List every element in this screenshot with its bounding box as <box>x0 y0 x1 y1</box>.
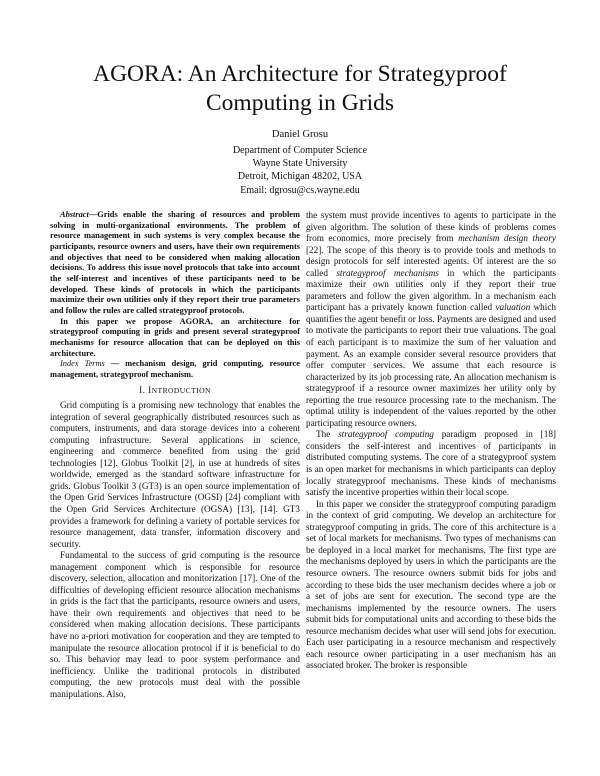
intro-paragraph-1: Grid computing is a promising new technology that enables the integration of several geographically distributed resources such as computers, instruments, and data storage devices into a coherent computing infrastructure. Several applications in science, engineering and commerce benefited from using the grid technologies [12]. Globus Toolkit [2], in use at hundreds of sites worldwide, emerged as the standard software infrastructure for grids. Globus Toolkit 3 (GT3) is an open source implementation of the Open Grid Services Infrastructure (OGSI) [24] compliant with the Open Grid Services Architecture (OGSA) [13], [14]. GT3 provides a framework for defining a variety of portable services for resource management, data transfer, information discovery and security. <box>50 400 300 549</box>
index-terms-text: — mechanism design, grid computing, resource management, strategyproof mechanism. <box>50 359 300 379</box>
right-paragraph-1 <box>306 210 556 429</box>
author-university: Wayne State University <box>252 158 348 170</box>
abstract-text-1: —Grids enable the sharing of resources and problem solving in multi-organizational environments. The problem of resource management in such systems is very complex because the participants, resource owners and users, have their own requirements and objectives that need to be considered when making allocation decisions. To address this issue novel protocols that take into account the self-interest and incentives of these participants need to be developed. These kinds of protocols in which the participants maximize their own utilities only if they report their true parameters and follow the rules are called strategyproof protocols. <box>50 210 300 315</box>
index-terms-lead: Index Terms <box>60 359 105 369</box>
abstract-lead: Abstract <box>60 210 89 219</box>
abstract-paragraph-2: In this paper we propose AGORA, an architecture for strategyproof computing in grids and present several strategyproof mechanisms for resource allocation that can be deployed on this architecture. <box>50 316 300 358</box>
author-block <box>100 128 500 197</box>
emphasis-valuation: valuation <box>495 302 531 313</box>
section-title-rest: NTRODUCTION <box>151 385 211 395</box>
paper-title <box>40 60 560 118</box>
title-line-2: Computing in Grids <box>205 90 394 116</box>
emphasis-strategyproof-mechanisms: strategyproof mechanisms <box>336 267 439 278</box>
right-paragraph-3: In this paper we consider the strategyproof computing paradigm in the context of grid computing. We develop an architecture for strategyproof computing in grids. The core of this architecture is a set of local markets for mechanisms. Two types of mechanisms can be deployed in a local market for mechanisms. The first type are the mechanisms deployed by users in which the participants are the resource owners. The resource owners submit bids for jobs and according to these bids the user mechanism decides where a job or a set of jobs are sent for execution. The second type are the mechanisms implemented by the resource owners. The users submit bids for computational units and according to these bids the resource mechanism decides what user will send jobs for execution. Each user participating in a resource mechanism and respectively each resource owner participating in a user mechanism has an associated broker. The broker is responsible <box>306 498 556 671</box>
author-department: Department of Computer Science <box>232 145 368 156</box>
text-run: in which the participants maximize their own utilities only if they report their true parameters and follow the given algorithm. In a mechanism each participant has a privately known function called <box>306 267 557 313</box>
title-line-1: AGORA: An Architecture for Strategyproof <box>93 61 507 87</box>
right-column <box>306 210 556 672</box>
text-run: the system must provide incentives to agents to participate in the given algorithm. The solution of these kinds of problems comes from economics, more precisely from <box>306 210 556 244</box>
text-run: which quantifies the agent benefit or loss. Payments are designed and used to motivate the participants to report their true valuations. The goal of each participant is to maximize the sum of her valuation and payment. As an example consider several resource providers that offer computer services. We assume that each resource is characterized by its job processing rate. An allocation mechanism is strategyproof if a resource owner maximizes her utility only by reporting the true resource processing rate to the mechanism. The optimal utility is independent of the values reported by the other participating resource owners. <box>306 302 556 428</box>
text-run: The <box>316 429 339 440</box>
left-column <box>50 210 300 700</box>
section-heading-introduction <box>50 385 300 398</box>
author-email: Email: dgrosu@cs.wayne.edu <box>240 184 360 196</box>
index-terms <box>50 359 300 380</box>
section-number: I. I <box>139 385 152 396</box>
emphasis-mechanism-design-theory: mechanism design theory <box>458 233 557 244</box>
intro-paragraph-2: Fundamental to the success of grid computing is the resource management component which is responsible for resource discovery, selection, allocation and monitorization [17]. One of the difficulties of developing efficient resource allocation mechanisms in grids is the fact that the participants, resource owners and users, have their own requirements and objectives that need to be considered when making allocation decisions. These participants have no a-priori motivation for cooperation and they are tempted to manipulate the resource allocation protocol if it is beneficial to do so. This behavior may lead to poor system performance and inefficiency. Unlike the traditional protocols in distributed computing, the new protocols must deal with the possible manipulations. Also, <box>50 550 300 699</box>
text-run: [22]. The scope of this theory is to provide tools and methods to design protocols for self interested agents. Of interest are the so called <box>306 244 556 278</box>
text-run: paradigm proposed in [18] considers the self-interest and incentives of participants in distributed computing systems. The core of a strategyproof system is an open market for mechanisms in which participants can deploy locally strategyproof mechanisms. These kinds of mechanisms satisfy the incentive properties within their local scope. <box>306 429 556 498</box>
author-name: Daniel Grosu <box>271 129 329 140</box>
abstract-paragraph-1 <box>50 210 300 317</box>
author-address: Detroit, Michigan 48202, USA <box>237 171 363 183</box>
emphasis-strategyproof-computing: strategyproof computing <box>338 429 434 440</box>
right-paragraph-2 <box>306 429 556 498</box>
